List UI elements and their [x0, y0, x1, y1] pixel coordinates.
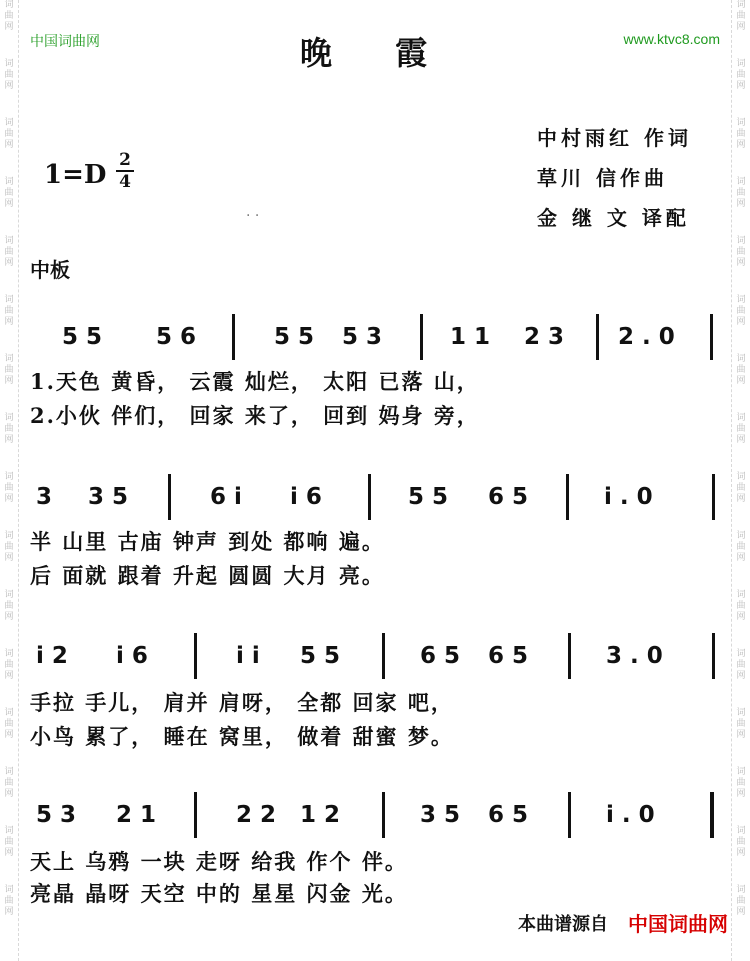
watermark-repeat — [2, 590, 16, 623]
watermark-char: 词 — [736, 708, 746, 718]
watermark-char: 词 — [736, 0, 746, 10]
barline — [568, 792, 571, 838]
watermark-char: 词 — [4, 0, 14, 10]
barline — [420, 314, 423, 360]
watermark-char: 网 — [736, 789, 746, 799]
watermark-char: 曲 — [4, 719, 14, 729]
note-group: i 6 — [290, 484, 322, 510]
watermark-char: 曲 — [4, 483, 14, 493]
watermark-char: 词 — [736, 295, 746, 305]
lyric-line-2: 亮晶 晶呀 天空 中的 星星 闪金 光。 — [30, 881, 408, 906]
barline — [712, 633, 715, 679]
time-signature-top: 2 — [119, 150, 131, 170]
watermark-char: 词 — [736, 826, 746, 836]
watermark-char: 曲 — [4, 424, 14, 434]
translator-credit: 金 继 文 译配 — [537, 206, 690, 230]
watermark-char: 词 — [736, 649, 746, 659]
note-group: 3 . 0 — [606, 643, 663, 669]
watermark-char: 曲 — [736, 483, 746, 493]
time-signature-bottom: 4 — [119, 172, 131, 192]
watermark-char: 词 — [736, 236, 746, 246]
song-title: 晚 霞 — [300, 34, 454, 72]
note-group: 2 . 0 — [618, 324, 675, 350]
watermark-char: 词 — [4, 413, 14, 423]
lyric-line-1: 天上 乌鸦 一块 走呀 给我 作个 伴。 — [30, 849, 408, 874]
watermark-char: 网 — [4, 494, 14, 504]
watermark-char: 网 — [4, 317, 14, 327]
watermark-char: 网 — [736, 435, 746, 445]
watermark-char: 曲 — [736, 11, 746, 21]
note-group: i . 0 — [606, 802, 655, 828]
watermark-char: 网 — [736, 199, 746, 209]
source-site-link[interactable]: 中国词曲网 — [628, 912, 728, 936]
watermark-char: 曲 — [4, 896, 14, 906]
watermark-char: 曲 — [4, 542, 14, 552]
watermark-char: 词 — [736, 531, 746, 541]
watermark-char: 词 — [4, 59, 14, 69]
watermark-char: 曲 — [736, 188, 746, 198]
watermark-char: 曲 — [4, 365, 14, 375]
watermark-char: 网 — [4, 258, 14, 268]
note-group: 6 5 — [488, 802, 529, 828]
watermark-repeat — [734, 708, 748, 741]
barline — [168, 474, 171, 520]
watermark-char: 网 — [4, 848, 14, 858]
watermark-char: 网 — [736, 848, 746, 858]
barline — [712, 474, 715, 520]
watermark-repeat — [2, 413, 16, 446]
credits — [537, 118, 692, 238]
note-group: i 6 — [116, 643, 148, 669]
barline — [368, 474, 371, 520]
watermark-char: 曲 — [736, 306, 746, 316]
watermark-char: 词 — [736, 767, 746, 777]
barline — [382, 633, 385, 679]
watermark-char: 网 — [4, 612, 14, 622]
watermark-char: 词 — [4, 236, 14, 246]
watermark-char: 网 — [736, 376, 746, 386]
lyric-line-1: 半 山里 古庙 钟声 到处 都响 遍。 — [30, 529, 385, 554]
watermark-char: 曲 — [736, 837, 746, 847]
watermark-char: 曲 — [736, 601, 746, 611]
watermark-char: 词 — [736, 177, 746, 187]
watermark-char: 词 — [736, 590, 746, 600]
watermark-char: 曲 — [4, 306, 14, 316]
watermark-char: 词 — [736, 885, 746, 895]
watermark-char: 词 — [4, 118, 14, 128]
note-group: 5 5 — [274, 324, 315, 350]
note-group: 2 3 — [524, 324, 565, 350]
source-label: 本曲谱源自 — [518, 914, 608, 935]
lyric-line-2: 2.小伙 伴们， 回家 来了， 回到 妈身 旁， — [30, 403, 480, 428]
watermark-char: 曲 — [736, 424, 746, 434]
watermark-char: 曲 — [736, 70, 746, 80]
watermark-repeat — [734, 531, 748, 564]
time-signature — [116, 151, 134, 191]
watermark-repeat — [734, 413, 748, 446]
note-group: 6 5 — [488, 643, 529, 669]
lyricist-credit: 中村雨红 作词 — [537, 126, 692, 150]
note-group: 5 6 — [156, 324, 197, 350]
watermark-char: 网 — [4, 376, 14, 386]
note-group: 1 2 — [300, 802, 341, 828]
barline — [568, 633, 571, 679]
watermark-char: 曲 — [736, 896, 746, 906]
barline — [596, 314, 599, 360]
watermark-char: 网 — [4, 22, 14, 32]
watermark-char: 网 — [736, 258, 746, 268]
watermark-char: 曲 — [4, 778, 14, 788]
watermark-char: 词 — [736, 59, 746, 69]
notes-row — [0, 643, 750, 687]
watermark-char: 词 — [4, 354, 14, 364]
watermark-repeat — [2, 59, 16, 92]
watermark-char: 曲 — [736, 778, 746, 788]
watermark-repeat — [2, 118, 16, 151]
lyric-line-2: 小鸟 累了， 睡在 窝里， 做着 甜蜜 梦。 — [30, 724, 454, 749]
watermark-repeat — [2, 885, 16, 918]
lyric-line-2: 后 面就 跟着 升起 圆圆 大月 亮。 — [30, 563, 385, 588]
note-group: 3 — [36, 484, 53, 510]
watermark-char: 词 — [4, 177, 14, 187]
watermark-char: 词 — [736, 354, 746, 364]
watermark-char: 词 — [4, 708, 14, 718]
watermark-char: 网 — [4, 789, 14, 799]
watermark-char: 网 — [4, 140, 14, 150]
watermark-char: 曲 — [736, 365, 746, 375]
watermark-repeat — [734, 767, 748, 800]
watermark-repeat — [734, 590, 748, 623]
watermark-char: 网 — [4, 435, 14, 445]
lyric-line-1: 手拉 手儿， 肩并 肩呀， 全都 回家 吧， — [30, 690, 454, 715]
watermark-repeat — [734, 0, 748, 33]
composer-credit: 草川 信作曲 — [537, 166, 668, 190]
watermark-char: 网 — [736, 494, 746, 504]
watermark-char: 网 — [736, 553, 746, 563]
site-url-link[interactable]: www.ktvc8.com — [623, 31, 720, 47]
site-name-link[interactable]: 中国词曲网 — [30, 34, 100, 50]
key-signature: 1=D — [44, 160, 107, 190]
watermark-char: 词 — [4, 531, 14, 541]
watermark-char: 网 — [736, 140, 746, 150]
watermark-repeat — [734, 236, 748, 269]
barline — [194, 633, 197, 679]
watermark-char: 网 — [4, 907, 14, 917]
watermark-repeat — [2, 531, 16, 564]
stray-dots: · · — [246, 208, 260, 224]
watermark-char: 曲 — [4, 129, 14, 139]
note-group: i . 0 — [604, 484, 653, 510]
watermark-char: 网 — [4, 81, 14, 91]
note-group: 5 3 — [36, 802, 77, 828]
watermark-char: 网 — [736, 671, 746, 681]
watermark-char: 网 — [736, 730, 746, 740]
watermark-repeat — [734, 59, 748, 92]
watermark-char: 网 — [736, 317, 746, 327]
watermark-repeat — [2, 0, 16, 33]
watermark-char: 曲 — [4, 11, 14, 21]
barline — [566, 474, 569, 520]
note-group: 5 3 — [342, 324, 383, 350]
tempo-marking: 中板 — [30, 258, 70, 282]
watermark-char: 词 — [4, 649, 14, 659]
watermark-char: 网 — [736, 907, 746, 917]
notes-row — [0, 802, 750, 846]
barline — [710, 314, 713, 360]
watermark-char: 曲 — [4, 837, 14, 847]
note-group: 6 i — [210, 484, 242, 510]
note-group: 5 5 — [300, 643, 341, 669]
watermark-char: 曲 — [736, 129, 746, 139]
watermark-char: 曲 — [736, 542, 746, 552]
note-group: 5 5 — [62, 324, 103, 350]
watermark-char: 网 — [736, 22, 746, 32]
watermark-char: 词 — [736, 118, 746, 128]
watermark-char: 曲 — [736, 660, 746, 670]
note-group: 6 5 — [420, 643, 461, 669]
note-group: 2 1 — [116, 802, 157, 828]
watermark-char: 网 — [4, 671, 14, 681]
watermark-char: 曲 — [736, 719, 746, 729]
watermark-repeat — [2, 767, 16, 800]
note-group: 3 5 — [88, 484, 129, 510]
lyric-line-1: 1.天色 黄昏， 云霞 灿烂， 太阳 已落 山， — [30, 369, 480, 394]
barline — [194, 792, 197, 838]
watermark-char: 曲 — [4, 188, 14, 198]
watermark-char: 曲 — [4, 247, 14, 257]
note-group: 1 1 — [450, 324, 491, 350]
watermark-repeat — [2, 708, 16, 741]
watermark-char: 词 — [4, 767, 14, 777]
watermark-char: 网 — [736, 81, 746, 91]
note-group: 6 5 — [488, 484, 529, 510]
watermark-char: 网 — [4, 730, 14, 740]
watermark-char: 网 — [4, 553, 14, 563]
notes-row — [0, 484, 750, 528]
barline — [382, 792, 385, 838]
watermark-repeat — [734, 118, 748, 151]
watermark-char: 网 — [736, 612, 746, 622]
note-group: 2 2 — [236, 802, 277, 828]
watermark-char: 词 — [4, 885, 14, 895]
final-barline — [710, 792, 714, 838]
watermark-char: 词 — [4, 295, 14, 305]
watermark-char: 曲 — [4, 660, 14, 670]
watermark-char: 词 — [4, 590, 14, 600]
watermark-repeat — [2, 236, 16, 269]
barline — [232, 314, 235, 360]
watermark-repeat — [734, 885, 748, 918]
watermark-repeat — [2, 177, 16, 210]
watermark-char: 词 — [736, 472, 746, 482]
note-group: i 2 — [36, 643, 68, 669]
watermark-char: 词 — [4, 826, 14, 836]
watermark-repeat — [734, 177, 748, 210]
watermark-char: 网 — [4, 199, 14, 209]
note-group: 5 5 — [408, 484, 449, 510]
watermark-char: 曲 — [736, 247, 746, 257]
watermark-char: 曲 — [4, 601, 14, 611]
notes-row — [0, 324, 750, 368]
watermark-char: 曲 — [4, 70, 14, 80]
watermark-char: 词 — [4, 472, 14, 482]
note-group: 3 5 — [420, 802, 461, 828]
note-group: i i — [236, 643, 260, 669]
watermark-char: 词 — [736, 413, 746, 423]
